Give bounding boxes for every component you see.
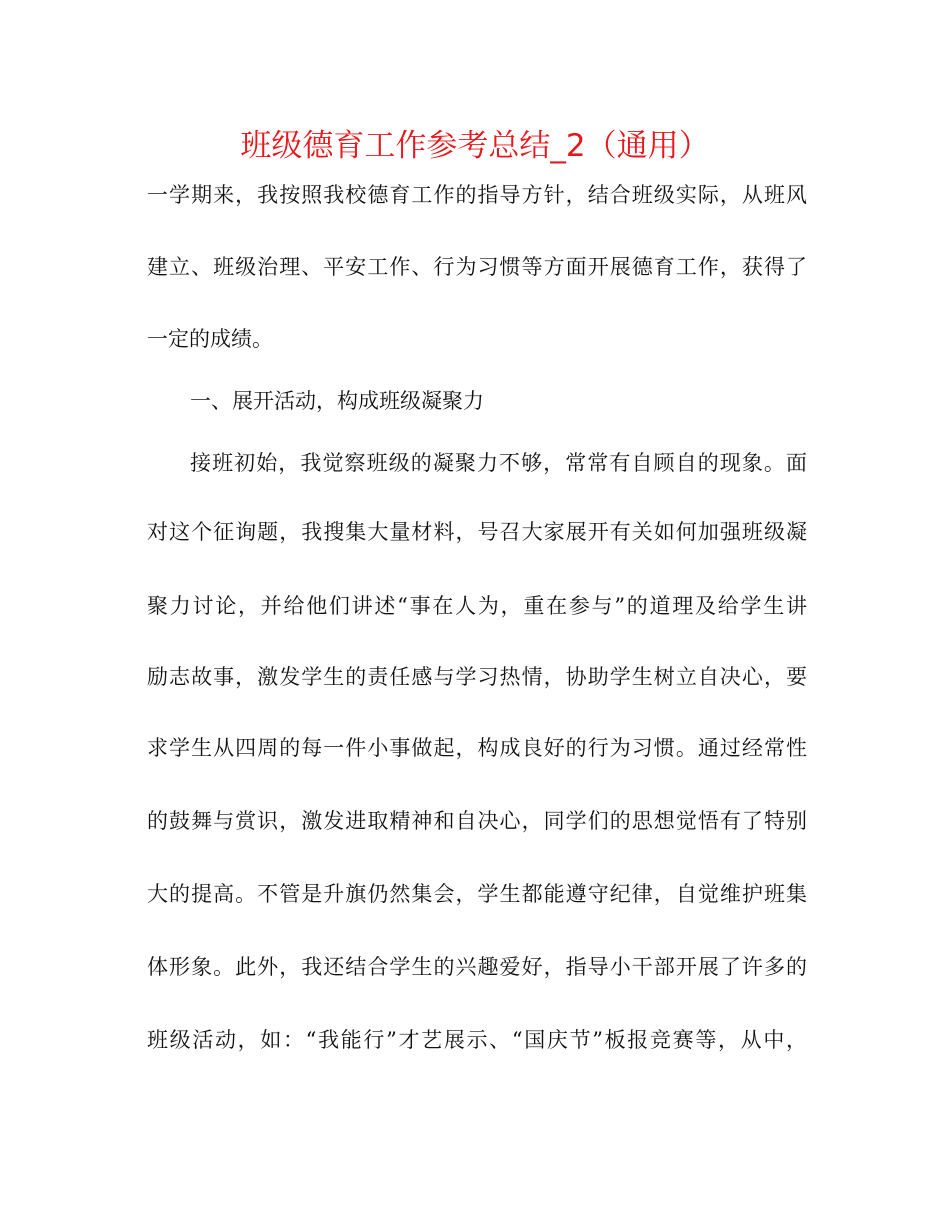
body-line-7: 大的提高。不管是升旗仍然集会，学生都能遵守纪律，自觉维护班集 (147, 882, 807, 906)
body-line-9: 班级活动，如：“我能行”才艺展示、“国庆节”板报竞赛等，从中， (147, 1028, 807, 1052)
body-line-6: 的鼓舞与赏识，激发进取精神和自决心，同学们的思想觉悟有了特别 (147, 809, 807, 833)
body-line-3: 聚力讨论，并给他们讲述“事在人为，重在参与”的道理及给学生讲 (147, 594, 807, 618)
body-line-4: 励志故事，激发学生的责任感与学习热情，协助学生树立自决心，要 (147, 665, 807, 689)
section-heading: 一、展开活动，构成班级凝聚力 (190, 389, 484, 413)
body-line-5: 求学生从四周的每一件小事做起，构成良好的行为习惯。通过经常性 (147, 736, 807, 760)
intro-line-1: 一学期来，我按照我校德育工作的指导方针，结合班级实际，从班风 (147, 183, 807, 207)
intro-line-3: 一定的成绩。 (147, 327, 273, 351)
body-line-1: 接班初始，我觉察班级的凝聚力不够，常常有自顾自的现象。面 (190, 451, 807, 475)
document-title: 班级德育工作参考总结_2（通用） (240, 128, 710, 164)
body-line-8: 体形象。此外，我还结合学生的兴趣爱好，指导小干部开展了许多的 (147, 955, 807, 979)
intro-line-2: 建立、班级治理、平安工作、行为习惯等方面开展德育工作，获得了 (147, 255, 807, 279)
body-line-2: 对这个征询题，我搜集大量材料，号召大家展开有关如何加强班级凝 (147, 520, 807, 544)
